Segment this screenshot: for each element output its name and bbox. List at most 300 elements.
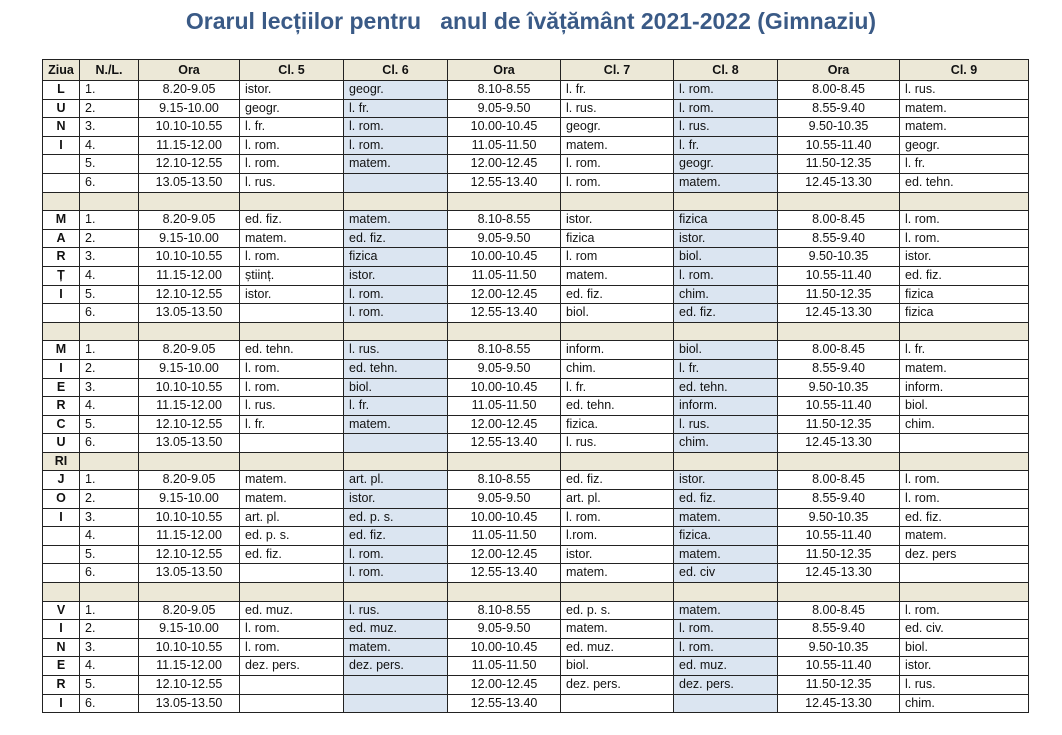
cell-cl6: matem.: [344, 638, 448, 657]
day-letter: U: [43, 434, 80, 453]
separator-cell: [80, 452, 139, 471]
time-slot-7-8: 11.05-11.50: [448, 266, 561, 285]
cell-cl6: ed. muz.: [344, 620, 448, 639]
separator-cell: [139, 452, 240, 471]
cell-cl8: inform.: [674, 397, 778, 416]
cell-cl9: ed. fiz.: [900, 508, 1029, 527]
cell-cl8: l. rus.: [674, 415, 778, 434]
table-row: [43, 136, 1029, 155]
cell-cl5: geogr.: [240, 99, 344, 118]
cell-cl9: istor.: [900, 657, 1029, 676]
cell-cl9: l. rom.: [900, 601, 1029, 620]
cell-cl6: ed. tehn.: [344, 359, 448, 378]
table-row: [43, 285, 1029, 304]
separator-cell: [561, 322, 674, 341]
table-row: [43, 527, 1029, 546]
cell-cl8: dez. pers.: [674, 676, 778, 695]
table-row: [43, 657, 1029, 676]
separator-cell: [900, 452, 1029, 471]
cell-cl8: l. fr.: [674, 359, 778, 378]
time-slot-9: 12.45-13.30: [778, 304, 900, 323]
time-slot-9: 9.50-10.35: [778, 378, 900, 397]
day-letter: [43, 155, 80, 174]
time-slot-7-8: 9.05-9.50: [448, 99, 561, 118]
cell-cl8: l. rus.: [674, 118, 778, 137]
cell-cl7: l. fr.: [561, 81, 674, 100]
cell-cl6: l. rom.: [344, 545, 448, 564]
cell-cl7: l. rus.: [561, 434, 674, 453]
time-slot-5-6: 13.05-13.50: [139, 173, 240, 192]
cell-cl9: biol.: [900, 397, 1029, 416]
cell-cl5: l. rom.: [240, 620, 344, 639]
day-letter: [43, 564, 80, 583]
time-slot-7-8: 8.10-8.55: [448, 471, 561, 490]
cell-cl6: [344, 173, 448, 192]
cell-cl8: ed. tehn.: [674, 378, 778, 397]
cell-cl9: l. fr.: [900, 341, 1029, 360]
table-row: [43, 155, 1029, 174]
cell-cl7: l. rom.: [561, 508, 674, 527]
lesson-number: 2.: [80, 490, 139, 509]
day-letter: R: [43, 248, 80, 267]
cell-cl7: ed. fiz.: [561, 285, 674, 304]
time-slot-9: 8.00-8.45: [778, 601, 900, 620]
time-slot-9: 9.50-10.35: [778, 248, 900, 267]
cell-cl6: istor.: [344, 266, 448, 285]
lesson-number: 3.: [80, 508, 139, 527]
time-slot-5-6: 9.15-10.00: [139, 99, 240, 118]
time-slot-9: 8.00-8.45: [778, 471, 900, 490]
header-ora-7-8: Ora: [448, 60, 561, 81]
day-letter: I: [43, 285, 80, 304]
cell-cl8: l. rom.: [674, 620, 778, 639]
cell-cl9: matem.: [900, 118, 1029, 137]
cell-cl6: dez. pers.: [344, 657, 448, 676]
time-slot-7-8: 11.05-11.50: [448, 397, 561, 416]
cell-cl9: chim.: [900, 694, 1029, 713]
separator-cell: [344, 322, 448, 341]
cell-cl7: matem.: [561, 136, 674, 155]
time-slot-5-6: 12.10-12.55: [139, 545, 240, 564]
cell-cl5: [240, 564, 344, 583]
cell-cl5: istor.: [240, 81, 344, 100]
separator-cell: [674, 192, 778, 211]
cell-cl6: l. rus.: [344, 341, 448, 360]
time-slot-9: 12.45-13.30: [778, 694, 900, 713]
lesson-number: 1.: [80, 601, 139, 620]
lesson-number: 2.: [80, 229, 139, 248]
cell-cl9: l. rom.: [900, 211, 1029, 230]
header-cl9: Cl. 9: [900, 60, 1029, 81]
time-slot-5-6: 11.15-12.00: [139, 527, 240, 546]
table-row: [43, 266, 1029, 285]
cell-cl5: ed. fiz.: [240, 545, 344, 564]
cell-cl8: fizica.: [674, 527, 778, 546]
cell-cl8: ed. fiz.: [674, 304, 778, 323]
time-slot-7-8: 8.10-8.55: [448, 341, 561, 360]
time-slot-9: 9.50-10.35: [778, 118, 900, 137]
separator-cell: [900, 583, 1029, 602]
time-slot-5-6: 8.20-9.05: [139, 81, 240, 100]
cell-cl7: fizica.: [561, 415, 674, 434]
table-row: [43, 545, 1029, 564]
cell-cl6: matem.: [344, 211, 448, 230]
lesson-number: 4.: [80, 397, 139, 416]
table-row: [43, 471, 1029, 490]
cell-cl7: l. rus.: [561, 99, 674, 118]
table-row: [43, 99, 1029, 118]
day-letter: I: [43, 359, 80, 378]
cell-cl7: chim.: [561, 359, 674, 378]
time-slot-5-6: 13.05-13.50: [139, 304, 240, 323]
lesson-number: 5.: [80, 285, 139, 304]
time-slot-5-6: 9.15-10.00: [139, 359, 240, 378]
time-slot-5-6: 12.10-12.55: [139, 155, 240, 174]
cell-cl7: ed. p. s.: [561, 601, 674, 620]
cell-cl8: geogr.: [674, 155, 778, 174]
table-row: [43, 508, 1029, 527]
time-slot-5-6: 13.05-13.50: [139, 694, 240, 713]
time-slot-9: 11.50-12.35: [778, 676, 900, 695]
lesson-number: 2.: [80, 620, 139, 639]
time-slot-5-6: 13.05-13.50: [139, 564, 240, 583]
cell-cl7: ed. tehn.: [561, 397, 674, 416]
time-slot-9: 8.00-8.45: [778, 211, 900, 230]
cell-cl5: ed. fiz.: [240, 211, 344, 230]
table-row: [43, 378, 1029, 397]
time-slot-5-6: 11.15-12.00: [139, 266, 240, 285]
lesson-number: 1.: [80, 81, 139, 100]
lesson-number: 5.: [80, 155, 139, 174]
day-letter: [43, 322, 80, 341]
day-letter: U: [43, 99, 80, 118]
cell-cl5: l. fr.: [240, 415, 344, 434]
cell-cl7: ed. muz.: [561, 638, 674, 657]
time-slot-7-8: 10.00-10.45: [448, 378, 561, 397]
cell-cl5: [240, 694, 344, 713]
cell-cl5: științ.: [240, 266, 344, 285]
cell-cl5: [240, 676, 344, 695]
time-slot-9: 9.50-10.35: [778, 638, 900, 657]
time-slot-5-6: 10.10-10.55: [139, 248, 240, 267]
lesson-number: 6.: [80, 564, 139, 583]
separator-cell: [240, 192, 344, 211]
day-letter: R: [43, 676, 80, 695]
cell-cl5: art. pl.: [240, 508, 344, 527]
day-letter: V: [43, 601, 80, 620]
cell-cl6: [344, 694, 448, 713]
time-slot-9: 8.55-9.40: [778, 99, 900, 118]
cell-cl6: istor.: [344, 490, 448, 509]
lesson-number: 1.: [80, 471, 139, 490]
separator-row: [43, 322, 1029, 341]
time-slot-7-8: 12.00-12.45: [448, 415, 561, 434]
separator-cell: [344, 583, 448, 602]
time-slot-9: 8.55-9.40: [778, 359, 900, 378]
cell-cl6: geogr.: [344, 81, 448, 100]
separator-cell: [240, 322, 344, 341]
time-slot-5-6: 9.15-10.00: [139, 620, 240, 639]
cell-cl6: l. rom.: [344, 118, 448, 137]
cell-cl7: matem.: [561, 266, 674, 285]
time-slot-5-6: 8.20-9.05: [139, 601, 240, 620]
cell-cl6: [344, 434, 448, 453]
time-slot-9: 11.50-12.35: [778, 545, 900, 564]
cell-cl9: geogr.: [900, 136, 1029, 155]
separator-cell: [139, 192, 240, 211]
separator-cell: [900, 322, 1029, 341]
lesson-number: 2.: [80, 99, 139, 118]
cell-cl9: matem.: [900, 359, 1029, 378]
cell-cl5: l. rom.: [240, 248, 344, 267]
day-letter: C: [43, 415, 80, 434]
cell-cl8: l. rom.: [674, 81, 778, 100]
time-slot-9: 10.55-11.40: [778, 266, 900, 285]
cell-cl5: l. rom.: [240, 136, 344, 155]
time-slot-5-6: 10.10-10.55: [139, 508, 240, 527]
cell-cl7: matem.: [561, 564, 674, 583]
day-letter: O: [43, 490, 80, 509]
table-row: [43, 620, 1029, 639]
time-slot-9: 12.45-13.30: [778, 173, 900, 192]
cell-cl5: l. rom.: [240, 638, 344, 657]
time-slot-5-6: 9.15-10.00: [139, 490, 240, 509]
cell-cl9: l. rom.: [900, 490, 1029, 509]
cell-cl7: geogr.: [561, 118, 674, 137]
separator-cell: [674, 322, 778, 341]
time-slot-9: 8.00-8.45: [778, 81, 900, 100]
time-slot-5-6: 8.20-9.05: [139, 341, 240, 360]
separator-cell: [448, 192, 561, 211]
time-slot-7-8: 11.05-11.50: [448, 136, 561, 155]
separator-row: [43, 452, 1029, 471]
cell-cl9: matem.: [900, 527, 1029, 546]
cell-cl8: l. rom.: [674, 99, 778, 118]
day-letter: E: [43, 378, 80, 397]
cell-cl9: l. rom.: [900, 471, 1029, 490]
separator-cell: [561, 452, 674, 471]
separator-cell: [778, 322, 900, 341]
time-slot-9: 8.55-9.40: [778, 490, 900, 509]
separator-cell: [240, 583, 344, 602]
day-letter: [43, 304, 80, 323]
cell-cl8: ed. civ: [674, 564, 778, 583]
cell-cl5: matem.: [240, 229, 344, 248]
cell-cl6: l. rom.: [344, 136, 448, 155]
separator-cell: [778, 452, 900, 471]
time-slot-7-8: 12.00-12.45: [448, 545, 561, 564]
cell-cl8: l. rom.: [674, 638, 778, 657]
cell-cl8: matem.: [674, 508, 778, 527]
lesson-number: 4.: [80, 266, 139, 285]
separator-cell: [240, 452, 344, 471]
lesson-number: 4.: [80, 657, 139, 676]
table-row: [43, 397, 1029, 416]
lesson-number: 5.: [80, 676, 139, 695]
cell-cl7: inform.: [561, 341, 674, 360]
cell-cl7: matem.: [561, 620, 674, 639]
cell-cl6: ed. fiz.: [344, 229, 448, 248]
time-slot-7-8: 10.00-10.45: [448, 508, 561, 527]
time-slot-5-6: 8.20-9.05: [139, 211, 240, 230]
day-letter: M: [43, 211, 80, 230]
header-cl8: Cl. 8: [674, 60, 778, 81]
lesson-number: 3.: [80, 248, 139, 267]
cell-cl6: fizica: [344, 248, 448, 267]
time-slot-9: 10.55-11.40: [778, 397, 900, 416]
cell-cl9: [900, 434, 1029, 453]
cell-cl7: l. rom: [561, 248, 674, 267]
cell-cl5: l. rus.: [240, 397, 344, 416]
cell-cl8: fizica: [674, 211, 778, 230]
lesson-number: 5.: [80, 415, 139, 434]
cell-cl8: [674, 694, 778, 713]
day-letter: N: [43, 638, 80, 657]
time-slot-9: 11.50-12.35: [778, 415, 900, 434]
header-cl5: Cl. 5: [240, 60, 344, 81]
table-row: [43, 415, 1029, 434]
cell-cl8: matem.: [674, 545, 778, 564]
table-row: [43, 601, 1029, 620]
table-row: [43, 248, 1029, 267]
cell-cl6: l. rus.: [344, 601, 448, 620]
day-letter: R: [43, 397, 80, 416]
cell-cl7: dez. pers.: [561, 676, 674, 695]
cell-cl5: matem.: [240, 471, 344, 490]
cell-cl6: l. fr.: [344, 99, 448, 118]
separator-cell: [80, 583, 139, 602]
time-slot-7-8: 12.55-13.40: [448, 173, 561, 192]
table-row: [43, 341, 1029, 360]
cell-cl9: istor.: [900, 248, 1029, 267]
cell-cl9: fizica: [900, 304, 1029, 323]
cell-cl9: l. fr.: [900, 155, 1029, 174]
cell-cl9: chim.: [900, 415, 1029, 434]
time-slot-9: 12.45-13.30: [778, 564, 900, 583]
day-letter: [43, 173, 80, 192]
cell-cl6: [344, 676, 448, 695]
separator-cell: [674, 452, 778, 471]
table-row: [43, 434, 1029, 453]
time-slot-7-8: 12.00-12.45: [448, 285, 561, 304]
day-letter: I: [43, 694, 80, 713]
cell-cl7: biol.: [561, 304, 674, 323]
cell-cl6: l. fr.: [344, 397, 448, 416]
table-row: [43, 211, 1029, 230]
time-slot-7-8: 11.05-11.50: [448, 527, 561, 546]
separator-cell: [139, 583, 240, 602]
table-row: [43, 173, 1029, 192]
day-letter: I: [43, 620, 80, 639]
cell-cl5: l. fr.: [240, 118, 344, 137]
cell-cl9: fizica: [900, 285, 1029, 304]
time-slot-5-6: 12.10-12.55: [139, 285, 240, 304]
cell-cl6: ed. p. s.: [344, 508, 448, 527]
cell-cl7: [561, 694, 674, 713]
day-letter: A: [43, 229, 80, 248]
cell-cl5: l. rom.: [240, 155, 344, 174]
separator-row: [43, 192, 1029, 211]
time-slot-7-8: 10.00-10.45: [448, 638, 561, 657]
table-row: [43, 638, 1029, 657]
lesson-number: 6.: [80, 304, 139, 323]
cell-cl6: l. rom.: [344, 564, 448, 583]
cell-cl9: dez. pers: [900, 545, 1029, 564]
table-row: [43, 81, 1029, 100]
cell-cl6: l. rom.: [344, 304, 448, 323]
separator-cell: [561, 192, 674, 211]
cell-cl5: ed. p. s.: [240, 527, 344, 546]
cell-cl8: chim.: [674, 434, 778, 453]
time-slot-7-8: 10.00-10.45: [448, 248, 561, 267]
cell-cl8: biol.: [674, 248, 778, 267]
day-letter: [43, 545, 80, 564]
lesson-number: 5.: [80, 545, 139, 564]
cell-cl8: matem.: [674, 173, 778, 192]
time-slot-5-6: 10.10-10.55: [139, 378, 240, 397]
time-slot-7-8: 9.05-9.50: [448, 359, 561, 378]
cell-cl6: matem.: [344, 155, 448, 174]
time-slot-5-6: 8.20-9.05: [139, 471, 240, 490]
time-slot-9: 9.50-10.35: [778, 508, 900, 527]
separator-cell: [344, 192, 448, 211]
time-slot-7-8: 12.00-12.45: [448, 155, 561, 174]
cell-cl5: istor.: [240, 285, 344, 304]
table-row: [43, 359, 1029, 378]
lesson-number: 6.: [80, 694, 139, 713]
cell-cl8: ed. fiz.: [674, 490, 778, 509]
table-row: [43, 490, 1029, 509]
cell-cl9: inform.: [900, 378, 1029, 397]
cell-cl7: istor.: [561, 211, 674, 230]
day-letter: I: [43, 508, 80, 527]
lesson-number: 6.: [80, 173, 139, 192]
day-letter: N: [43, 118, 80, 137]
separator-cell: [448, 583, 561, 602]
cell-cl9: ed. fiz.: [900, 266, 1029, 285]
day-letter: [43, 192, 80, 211]
separator-cell: [448, 452, 561, 471]
table-row: [43, 694, 1029, 713]
cell-cl5: l. rom.: [240, 378, 344, 397]
cell-cl7: ed. fiz.: [561, 471, 674, 490]
time-slot-5-6: 11.15-12.00: [139, 657, 240, 676]
header-ora-9: Ora: [778, 60, 900, 81]
header-nl: N./L.: [80, 60, 139, 81]
cell-cl8: istor.: [674, 471, 778, 490]
day-letter: [43, 527, 80, 546]
time-slot-7-8: 8.10-8.55: [448, 81, 561, 100]
cell-cl9: [900, 564, 1029, 583]
time-slot-9: 8.55-9.40: [778, 620, 900, 639]
table-row: [43, 676, 1029, 695]
separator-cell: [344, 452, 448, 471]
cell-cl5: dez. pers.: [240, 657, 344, 676]
cell-cl8: biol.: [674, 341, 778, 360]
cell-cl9: l. rus.: [900, 676, 1029, 695]
timetable: [42, 59, 1029, 713]
time-slot-5-6: 11.15-12.00: [139, 397, 240, 416]
time-slot-5-6: 10.10-10.55: [139, 638, 240, 657]
cell-cl8: l. fr.: [674, 136, 778, 155]
cell-cl7: art. pl.: [561, 490, 674, 509]
time-slot-7-8: 9.05-9.50: [448, 229, 561, 248]
time-slot-5-6: 12.10-12.55: [139, 415, 240, 434]
time-slot-7-8: 12.55-13.40: [448, 694, 561, 713]
cell-cl7: biol.: [561, 657, 674, 676]
lesson-number: 3.: [80, 118, 139, 137]
time-slot-7-8: 12.00-12.45: [448, 676, 561, 695]
